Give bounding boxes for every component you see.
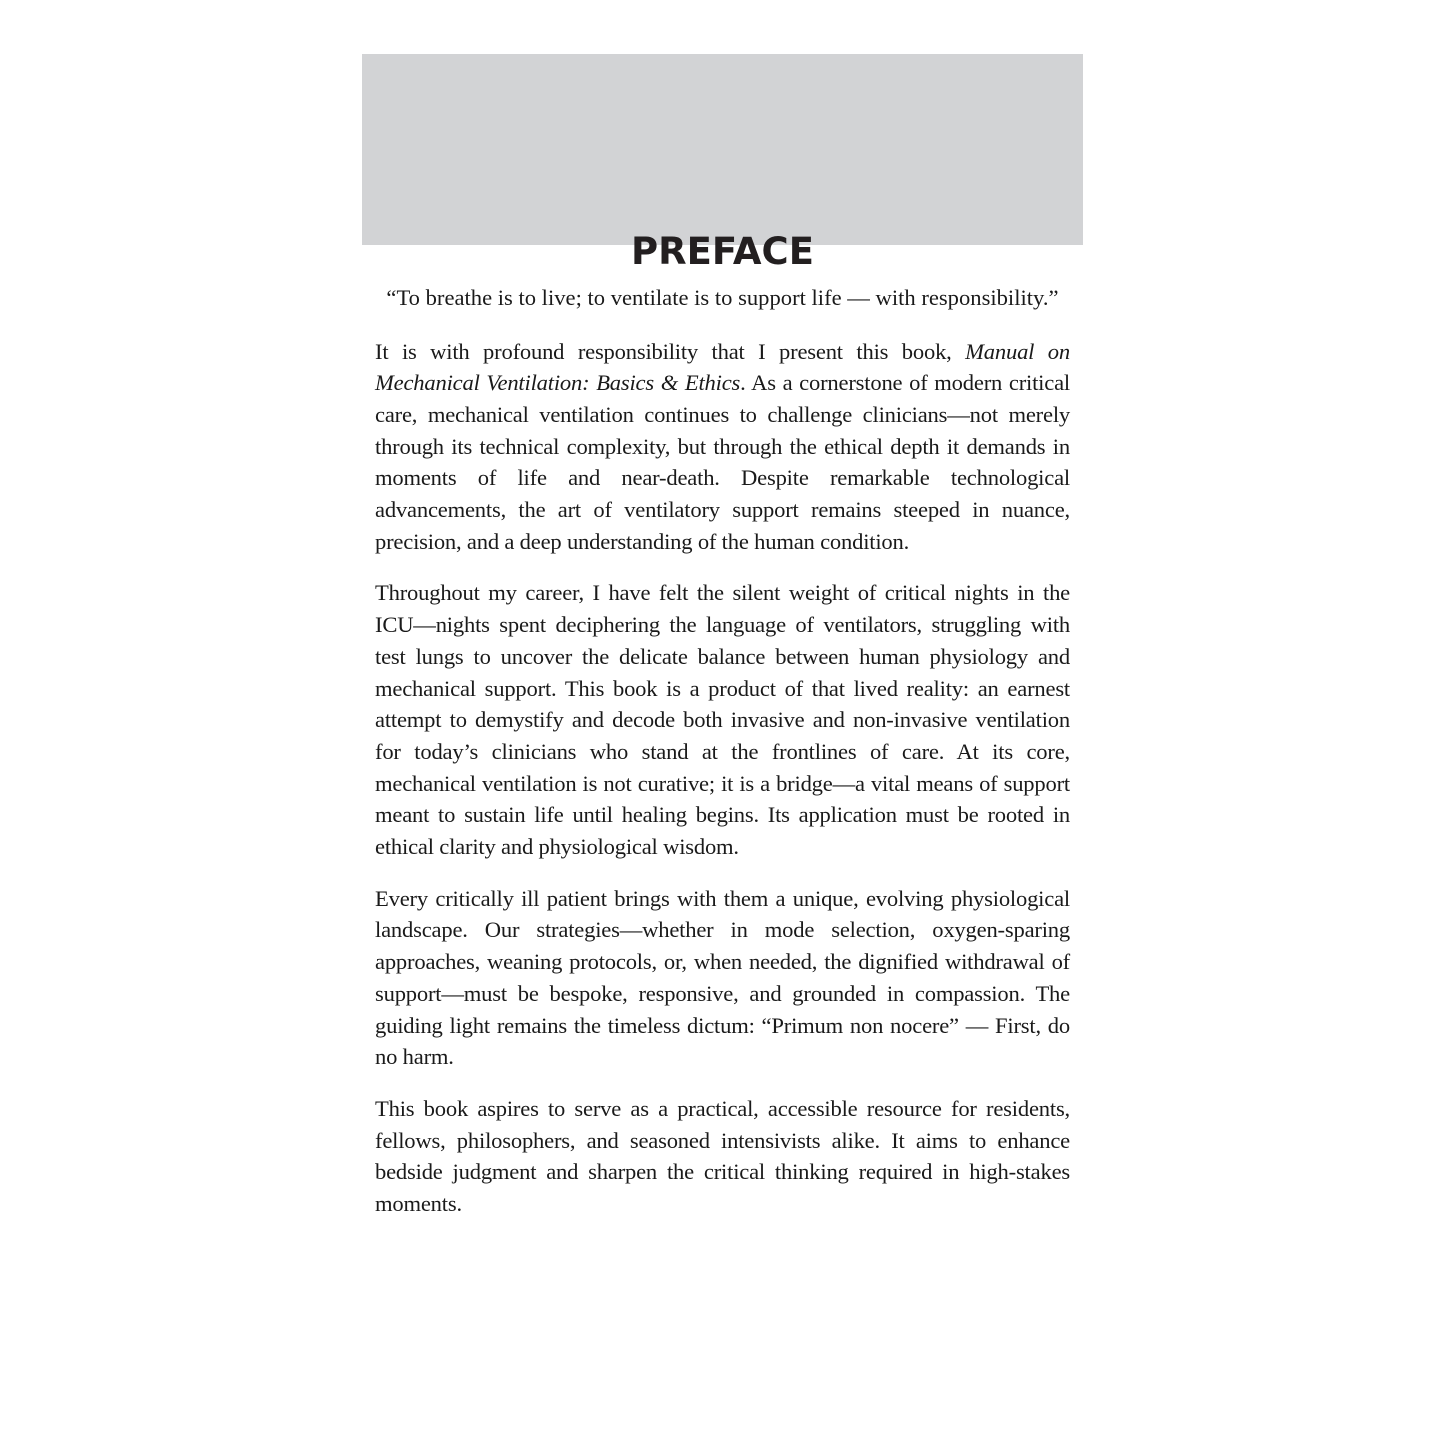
preface-body	[375, 282, 1070, 1240]
epigraph-quote: “To breathe is to live; to ventilate is to support life — with responsibility.”	[386, 285, 1059, 310]
paragraph-intro	[375, 336, 1070, 558]
paragraph-patients: Every critically ill patient brings with them a unique, evolving physiological landscape. Our strategies—whether in mode selection, oxygen-sparing approaches, weaning protocols, or, when needed, the dignified withdrawal of support—must be bespoke, responsive, and grounded in compassion. The guiding light remains the timeless dictum: “Primum non nocere” — First, do no harm.	[375, 885, 1070, 1070]
paragraph-career: Throughout my career, I have felt the silent weight of critical nights in the ICU—nights spent deciphering the language of ventilators, struggling with test lungs to uncover the delicate balance between human physiology and mechanical support. This book is a product of that lived reality: an earnest attempt to demystify and decode both invasive and non-invasive ventilation for today’s clinicians who stand at the frontlines of care. At its core, mechanical ventilation is not curative; it is a bridge—a vital means of support meant to sustain life until healing begins. Its application must be rooted in ethical clarity and physiological wisdom.	[375, 580, 1070, 860]
book-title: Manual on Mechanical Ventilation: Basics & Ethics	[375, 338, 1070, 396]
paragraph-purpose: This book aspires to serve as a practical, accessible resource for residents, fellows, philosophers, and seasoned intensivists alike. It aims to enhance bedside judgment and sharpen the critical thinking required in high-stakes moments.	[375, 1095, 1070, 1217]
paragraph-intro-rest: . As a cornerstone of modern critical care, mechanical ventilation continues to challenge clinicians—not merely through its technical complexity, but through the ethical depth it demands in moments of life and near-death. Despite remarkable technological advancements, the art of ventilatory support remains steeped in nuance, precision, and a deep understanding of the human condition.	[375, 370, 1070, 554]
paragraph-intro-lead: It is with profound responsibility that I present this book,	[375, 338, 966, 364]
chapter-header-band	[362, 54, 1083, 273]
page-title: PREFACE	[631, 230, 814, 273]
